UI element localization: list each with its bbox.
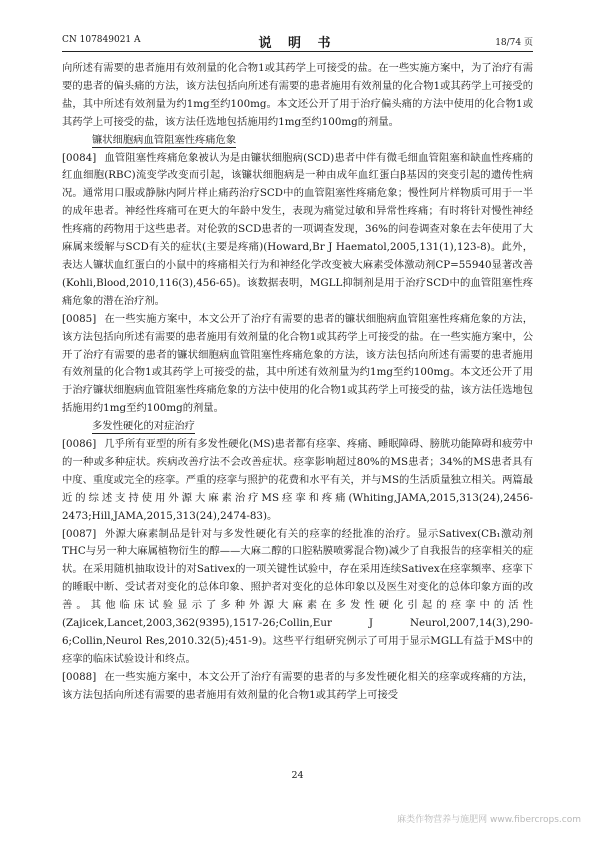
publication-number: CN 107849021 A xyxy=(62,35,141,45)
paragraph-0086: [0086] 几乎所有亚型的所有多发性硬化(MS)患者都有痉挛、疼痛、睡眠障碍、膀胱功能障碍和疲劳中的一种或多种症状。疾病改善疗法不会改善症状。痉挛影响超过80%的MS患者；34%的MS患者具有中度、重度或完全的痉挛。严重的痉挛与照护的花费和水平有关，并与MS的生活质量独立相关。两篇最近的综述支持使用外源大麻素治疗MS痉挛和疼痛(Whiting,JAMA,2015,313(24),2456-2473;Hill,JAMA,2015,313(24),2474-83)。 xyxy=(62,438,533,522)
paragraph-number: [0085] xyxy=(62,312,97,325)
section-heading-multiple-sclerosis: 多发性硬化的对症治疗 xyxy=(92,420,195,433)
section-heading-sickle-cell: 镰状细胞病血管阻塞性疼痛危象 xyxy=(92,133,237,146)
header-rule xyxy=(62,51,533,52)
document-title: 说 明 书 xyxy=(258,36,337,51)
paragraph-0084: [0084] 血管阻塞性疼痛危象被认为是由镰状细胞病(SCD)患者中伴有微毛细血管阻塞和缺血性疼痛的红血细胞(RBC)流变学改变而引起，该镰状细胞病是一种由成年血红蛋白β基因的突变引起的遗传性病况。通常用口服或静脉内阿片样止痛药治疗SCD中的血管阻塞性疼痛危象；慢性阿片样物质可用于一半的成年患者。神经性疼痛可在更大的年龄中发生，表现为痛觉过敏和异常性疼痛；有时将针对慢性神经性疼痛的药物用于这些患者。对伦敦的SCD患者的一项调查发现，36%的问卷调查对象在去年使用了大麻属来缓解与SCD有关的症状(主要是疼痛)(Howard,Br J Haematol,2005,131(1),123-8)。此外，表达人镰状血红蛋白的小鼠中的疼痛相关行为和神经化学改变被大麻素受体激动剂CP=55940显著改善(Kohli,Blood,2010,116(3),456-65)。该数据表明，MGLL抑制剂是用于治疗SCD中的血管阻塞性疼痛危象的潜在治疗剂。 xyxy=(62,151,533,307)
paragraph-0088: [0088] 在一些实施方案中，本文公开了治疗有需要的患者的与多发性硬化相关的痉挛或疼痛的方法，该方法包括向所述有需要的患者施用有效剂量的化合物1或其药学上可接受 xyxy=(62,670,533,701)
paragraph-number: [0084] xyxy=(62,151,97,164)
paragraph-number: [0087] xyxy=(62,527,97,540)
page-header xyxy=(62,32,533,50)
paragraph-number: [0088] xyxy=(62,670,97,683)
paragraph-continuation: 向所述有需要的患者施用有效剂量的化合物1或其药学上可接受的盐。在一些实施方案中，为了治疗有需要的患者的偏头痛的方法，该方法包括向所述有需要的患者施用有效剂量的化合物1或其药学上可接受的盐，其中所述有效剂量为约1mg至约100mg。本文还公开了用于治疗偏头痛的方法中使用的化合物1或其药学上可接受的盐，该方法任选地包括施用约1mg至约100mg的剂量。 xyxy=(62,62,533,128)
paragraph-0087: [0087] 外源大麻素制品是针对与多发性硬化有关的痉挛的经批准的治疗。显示Sativex(CB₁激动剂THC与另一种大麻属植物衍生的醇——大麻二醇的口腔粘膜喷雾混合物)减少了自我报告的痉挛相关的症状。在采用随机抽取设计的对Sativex的一项关键性试验中，存在采用连续Sativex在痉挛频率、痉挛下的睡眠中断、受试者对变化的总体印象、照护者对变化的总体印象以及医生对变化的总体印象方面的改善。其他临床试验显示了多种外源大麻素在多发性硬化引起的痉挛中的活性(Zajicek,Lancet,2003,362(9395),1517-26;Collin,Eur J Neurol,2007,14(3),290-6;Collin,Neurol Res,2010.32(5);451-9)。这些平行组研究例示了可用于显示MGLL有益于MS中的痉挛的临床试验设计和终点。 xyxy=(62,527,533,665)
paragraph-number: [0086] xyxy=(62,438,97,451)
page-number: 24 xyxy=(291,770,304,781)
watermark: 麻类作物营养与施肥网 www.fibercrops.com xyxy=(397,815,581,825)
paragraph-0085: [0085] 在一些实施方案中，本文公开了治疗有需要的患者的镰状细胞病血管阻塞性疼痛危象的方法，该方法包括向所述有需要的患者施用有效剂量的化合物1或其药学上可接受的盐。在一些实施方案中，公开了治疗有需要的患者的镰状细胞病血管阻塞性疼痛危象的方法，该方法包括向所述有需要的患者施用有效剂量的化合物1或其药学上可接受的盐，其中所述有效剂量为约1mg至约100mg。本文还公开了用于治疗镰状细胞病血管阻塞性疼痛危象的方法中使用的化合物1或其药学上可接受的盐，该方法任选地包括施用约1mg至约100mg的剂量。 xyxy=(62,312,533,415)
document-body xyxy=(62,60,533,705)
page-reference: 18/74 页 xyxy=(495,38,533,48)
